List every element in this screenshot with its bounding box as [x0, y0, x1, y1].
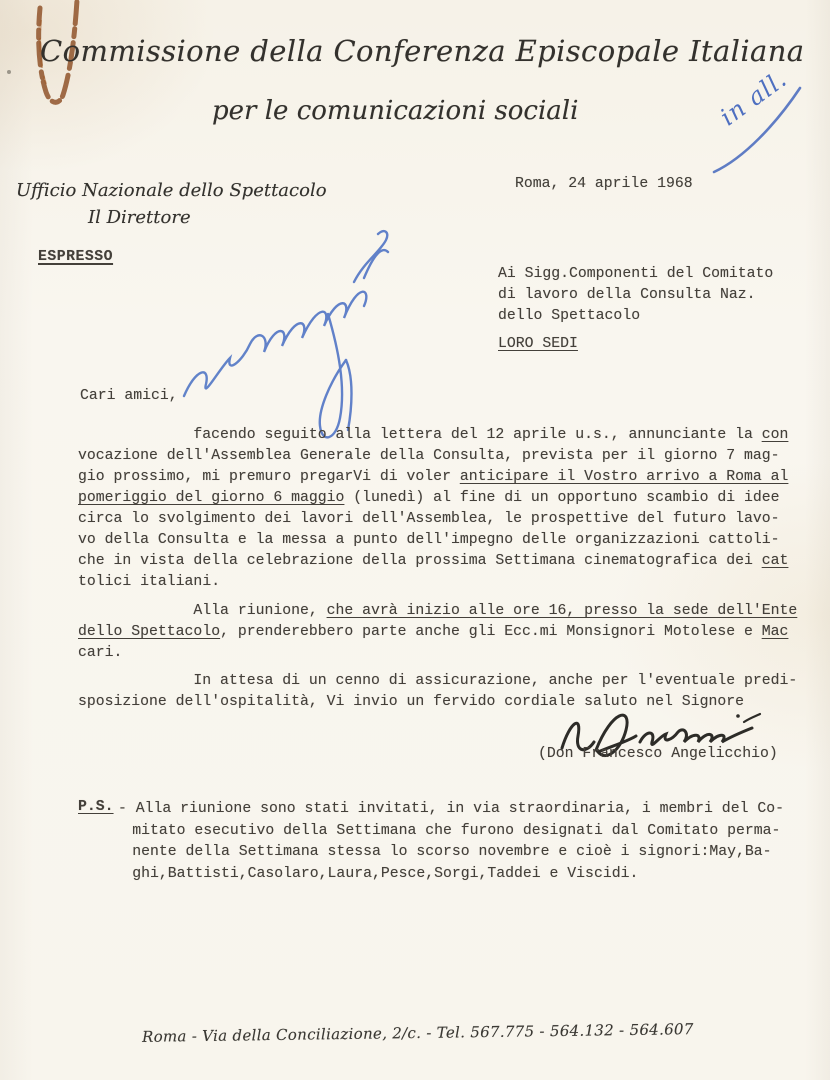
typewritten-line: mitato esecutivo della Settimana che furono designati dal Comitato perma- — [132, 822, 781, 839]
recipient-location: LORO SEDI — [498, 336, 578, 352]
typewritten-line: pomeriggio del giorno 6 maggio (lunedì) al fine di un opportuno scambio di idee — [78, 490, 780, 506]
paragraph-1 — [78, 425, 798, 593]
typewritten-line: dello Spettacolo, prenderebbero parte anche gli Ecc.mi Monsignori Motolese e Mac — [78, 624, 789, 640]
recipient-line: Ai Sigg.Componenti del Comitato — [498, 266, 774, 282]
typewritten-line: vo della Consulta e la messa a punto dell'impegno delle organizzazioni cattoli- — [78, 532, 780, 548]
typewritten-line: Alla riunione, che avrà inizio alle ore 16, presso la sede dell'Ente — [193, 603, 798, 619]
letterhead-org-line2: per le comunicazioni sociali — [212, 96, 579, 126]
typewritten-line: vocazione dell'Assemblea Generale della Consulta, prevista per il giorno 7 mag- — [78, 448, 780, 464]
typewritten-line: circa lo svolgimento dei lavori dell'Assemblea, le prospettive del futuro lavo- — [78, 511, 780, 527]
delivery-mark: ESPRESSO — [38, 249, 114, 265]
pen-underline-swoosh-icon — [704, 80, 808, 180]
handwritten-note-top-right: in all. — [714, 64, 793, 132]
typewritten-line: tolici italiani. — [78, 574, 221, 590]
ink-speck — [7, 70, 11, 74]
postscript-body — [118, 799, 784, 885]
typewritten-line: In attesa di un cenno di assicurazione, anche per l'eventuale predi- — [193, 673, 798, 689]
handwritten-diagonal-note-icon — [168, 218, 398, 453]
typewritten-line: nente della Settimana stessa lo scorso novembre e cioè i signori:May,Ba- — [132, 844, 772, 860]
recipient-line: dello Spettacolo — [498, 308, 641, 324]
recipient-block — [498, 264, 773, 327]
date-line: Roma, 24 aprile 1968 — [515, 176, 693, 192]
typewritten-line: sposizione dell'ospitalità, Vi invio un fervido cordiale saluto nel Signore — [78, 694, 744, 710]
paragraph-2 — [78, 601, 798, 664]
typewritten-line: - Alla riunione sono stati invitati, in via straordinaria, i membri del Co- — [118, 801, 784, 817]
postscript-label: P.S. — [78, 799, 114, 815]
signature-typed-name: (Don Francesco Angelicchio) — [538, 746, 778, 762]
typewritten-line: cari. — [78, 645, 123, 661]
letterhead-org-line1: Commissione della Conferenza Episcopale Italiana — [40, 34, 805, 68]
typewritten-line: ghi,Battisti,Casolaro,Laura,Pesce,Sorgi,Taddei e Viscidi. — [132, 865, 639, 882]
footer-address: Roma - Via della Conciliazione, 2/c. - Tel. 567.775 - 564.132 - 564.607 — [141, 1020, 694, 1046]
typewritten-line: che in vista della celebrazione della prossima Settimana cinematografica dei cat — [78, 553, 789, 569]
salutation: Cari amici, — [80, 388, 178, 404]
office-name: Ufficio Nazionale dello Spettacolo — [16, 180, 327, 201]
office-role: Il Direttore — [88, 207, 191, 228]
typewritten-line: gio prossimo, mi premuro pregarVi di voler anticipare il Vostro arrivo a Roma al — [78, 469, 789, 485]
recipient-line: di lavoro della Consulta Naz. — [498, 287, 756, 303]
typewritten-line: facendo seguito alla lettera del 12 aprile u.s., annunciante la con — [193, 427, 789, 443]
